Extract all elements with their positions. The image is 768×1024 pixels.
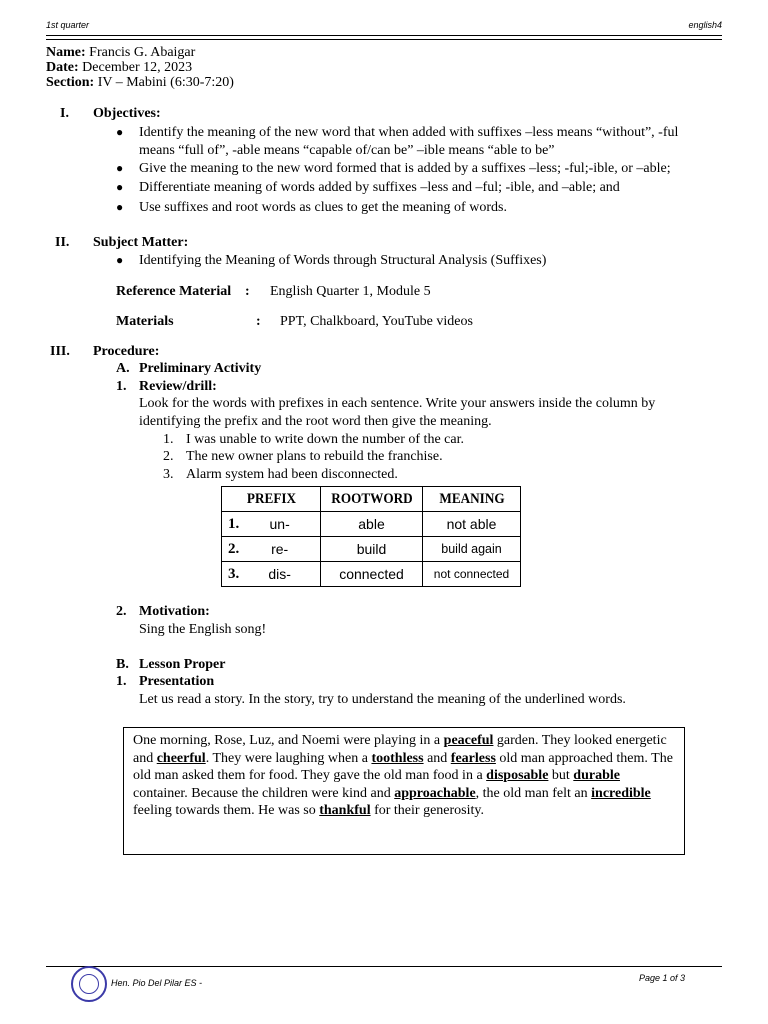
prefix-value: un- (269, 515, 290, 532)
underlined-word: fearless (450, 750, 496, 766)
procedure-numeral: III. (50, 344, 70, 359)
sentence-number: 3. (163, 467, 174, 482)
prefix-cell (222, 537, 321, 562)
header-subject: english4 (688, 20, 722, 30)
underlined-word: toothless (371, 750, 424, 766)
sentence-text: Alarm system had been disconnected. (186, 467, 398, 482)
objective-item-1: Identify the meaning of the new word that when added with suffixes –less means “without”, -ful means “full of”, -able means “capable of/can be” –ible means “able to be” (139, 125, 679, 158)
prefix-value: re- (271, 540, 289, 557)
prefix-cell (222, 562, 321, 587)
column-header-meaning: MEANING (428, 487, 514, 512)
footer-school: Hen. Pio Del Pilar ES - (111, 978, 203, 988)
meaning-cell: not connected (423, 562, 521, 587)
objective-item-4: Use suffixes and root words as clues to get the meaning of words. (139, 200, 507, 215)
header-rule-thin (46, 39, 722, 40)
underlined-word: peaceful (443, 733, 494, 748)
subject-item: Identifying the Meaning of Words through Structural Analysis (Suffixes) (139, 253, 547, 268)
column-header-prefix: PREFIX (227, 487, 314, 512)
presentation-title: Presentation (139, 674, 215, 689)
materials-label: Materials (116, 314, 174, 329)
subject-title: Subject Matter: (93, 235, 189, 250)
objectives-title: Objectives: (93, 106, 161, 121)
objective-item-3: Differentiate meaning of words added by suffixes –less and –ful; -ible, and –able; and (139, 180, 620, 195)
story-text: old man approached them. The old man asked them for food. They gave the old man food in a (133, 750, 673, 784)
part-b-letter: B. (116, 657, 129, 672)
reference-label: Reference Material (116, 284, 232, 299)
header-rule (46, 35, 722, 36)
underlined-word: thankful (319, 803, 371, 819)
sentence-text: I was unable to write down the number of the car. (186, 432, 464, 447)
section-label: Section: (46, 75, 95, 90)
bullet-icon: ● (116, 200, 124, 214)
name-label: Name: (46, 45, 86, 60)
table-row (222, 512, 521, 537)
story-text: . They were laughing when a (205, 750, 372, 766)
story-text: and (423, 750, 451, 766)
column-header-rootword: ROOTWORD (327, 487, 417, 512)
presentation-text: Let us read a story. In the story, try to understand the meaning of the underlined words. (139, 692, 626, 707)
materials-colon: : (256, 314, 261, 329)
story-text: feeling towards them. He was so (133, 803, 320, 819)
review-number: 1. (116, 379, 127, 394)
bullet-icon: ● (116, 161, 124, 175)
underlined-word: disposable (486, 768, 549, 784)
section-line (46, 74, 234, 91)
motivation-title: Motivation: (139, 604, 210, 619)
table-row (222, 537, 521, 562)
story-text: but (548, 768, 574, 784)
part-a-letter: A. (116, 361, 130, 376)
story-box (123, 727, 685, 855)
underlined-word: approachable (394, 785, 476, 801)
sentence-text: The new owner plans to rebuild the franchise. (186, 449, 443, 464)
school-seal-icon (71, 966, 107, 1002)
row-number: 1. (228, 515, 240, 532)
row-number: 3. (228, 565, 240, 582)
sentence-number: 2. (163, 449, 174, 464)
rootword-cell: able (321, 512, 423, 537)
header-quarter: 1st quarter (46, 20, 90, 30)
story-text: , the old man felt an (475, 785, 592, 801)
date-value: December 12, 2023 (78, 60, 193, 75)
rootword-cell: connected (321, 562, 423, 587)
part-b-title: Lesson Proper (139, 657, 226, 672)
bullet-icon: ● (116, 125, 124, 139)
footer-rule (46, 966, 722, 967)
sentence-number: 1. (163, 432, 174, 447)
rootword-cell: build (321, 537, 423, 562)
underlined-word: cheerful (156, 750, 206, 766)
prefix-table (221, 486, 521, 587)
underlined-word: incredible (591, 785, 651, 801)
date-label: Date: (46, 60, 79, 75)
story-text: garden. They looked energetic and (133, 733, 667, 766)
prefix-value: dis- (268, 565, 291, 582)
materials-value: PPT, Chalkboard, YouTube videos (280, 314, 473, 329)
motivation-text: Sing the English song! (139, 622, 267, 637)
objective-item-2: Give the meaning to the new word formed that is added by a suffixes –less; -ful;-ible, or –able; (139, 161, 671, 176)
objectives-numeral: I. (60, 106, 69, 121)
underlined-word: durable (573, 768, 620, 784)
bullet-icon: ● (116, 253, 124, 267)
reference-colon: : (245, 284, 250, 299)
reference-value: English Quarter 1, Module 5 (270, 284, 431, 299)
review-title: Review/drill: (139, 379, 217, 394)
row-number: 2. (228, 540, 240, 557)
footer-page-number: Page 1 of 3 (638, 973, 685, 983)
table-header-row (222, 487, 521, 512)
bullet-icon: ● (116, 180, 124, 194)
story-text: container. Because the children were kind and (133, 785, 395, 801)
story-text: One morning, Rose, Luz, and Noemi were playing in a (133, 733, 444, 748)
subject-numeral: II. (55, 235, 70, 250)
part-a-title: Preliminary Activity (139, 361, 262, 376)
name-value: Francis G. Abaigar (85, 45, 196, 60)
motivation-number: 2. (116, 604, 127, 619)
review-instructions: Look for the words with prefixes in each sentence. Write your answers inside the column by identifying the prefix and the root word then give the meaning. (139, 396, 656, 429)
prefix-cell (222, 512, 321, 537)
section-value: IV – Mabini (6:30-7:20) (94, 75, 234, 90)
table-row (222, 562, 521, 587)
story-text: for their generosity. (370, 803, 484, 819)
meaning-cell: build again (423, 537, 521, 562)
presentation-number: 1. (116, 674, 127, 689)
procedure-title: Procedure: (93, 344, 160, 359)
meaning-cell: not able (423, 512, 521, 537)
